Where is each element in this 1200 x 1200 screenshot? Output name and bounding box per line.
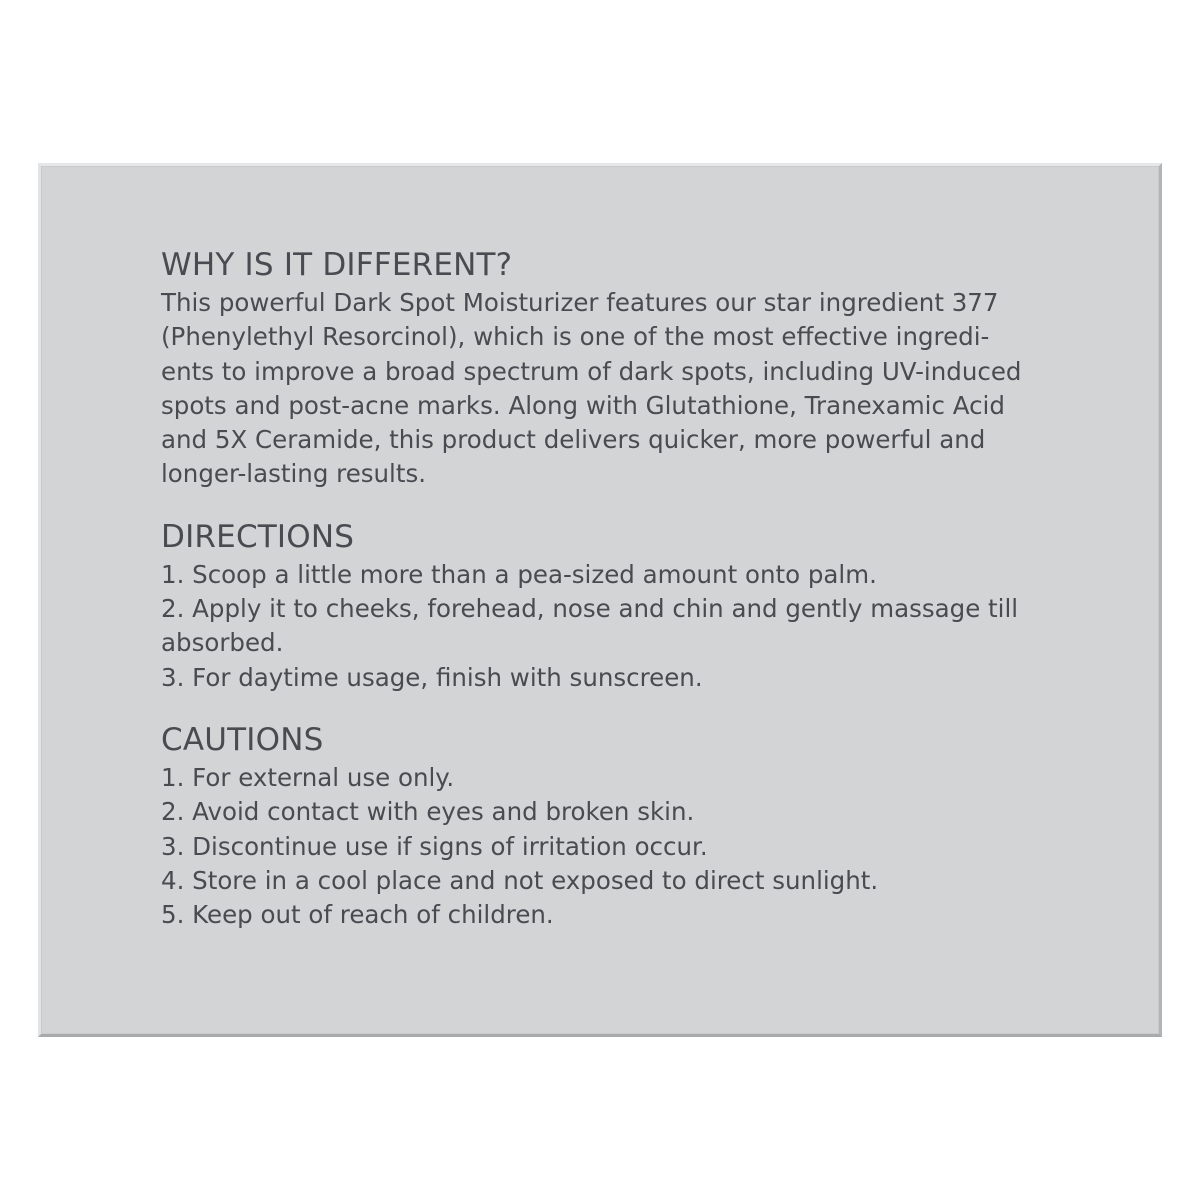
why-different-body: This powerful Dark Spot Moisturizer features our star ingredient 377 (Phenylethyl Resorcinol), which is one of the most effective ingredi- ents to improve a broad spectrum of dark spots, including UV-induced spots and post-acne marks. Along with Glutathione, Tranexamic Acid and 5X Ceramide, this product delivers quicker, more powerful and longer-lasting results. — [161, 288, 1022, 489]
panel-content — [161, 246, 1041, 958]
cautions-item: 5. Keep out of reach of children. — [161, 900, 554, 930]
directions-heading: DIRECTIONS — [161, 518, 355, 555]
cautions-section — [161, 721, 1041, 932]
cautions-item: 1. For external use only. — [161, 762, 455, 792]
directions-list — [161, 558, 1041, 695]
directions-item: 1. Scoop a little more than a pea-sized amount onto palm. — [161, 559, 877, 589]
why-different-section — [161, 246, 1041, 492]
directions-item: 3. For daytime usage, finish with sunscreen. — [161, 662, 703, 692]
why-different-heading: WHY IS IT DIFFERENT? — [161, 247, 513, 283]
cautions-item: 4. Store in a cool place and not exposed to direct sunlight. — [161, 865, 879, 895]
directions-item: 2. Apply it to cheeks, forehead, nose and chin and gently massage till absorbed. — [161, 594, 1019, 658]
directions-section — [161, 518, 1041, 695]
cautions-item: 3. Discontinue use if signs of irritation occur. — [161, 831, 708, 861]
cautions-item: 2. Avoid contact with eyes and broken skin. — [161, 797, 695, 827]
cautions-list — [161, 761, 1041, 932]
cautions-heading: CAUTIONS — [161, 721, 324, 758]
product-info-panel — [38, 163, 1162, 1037]
